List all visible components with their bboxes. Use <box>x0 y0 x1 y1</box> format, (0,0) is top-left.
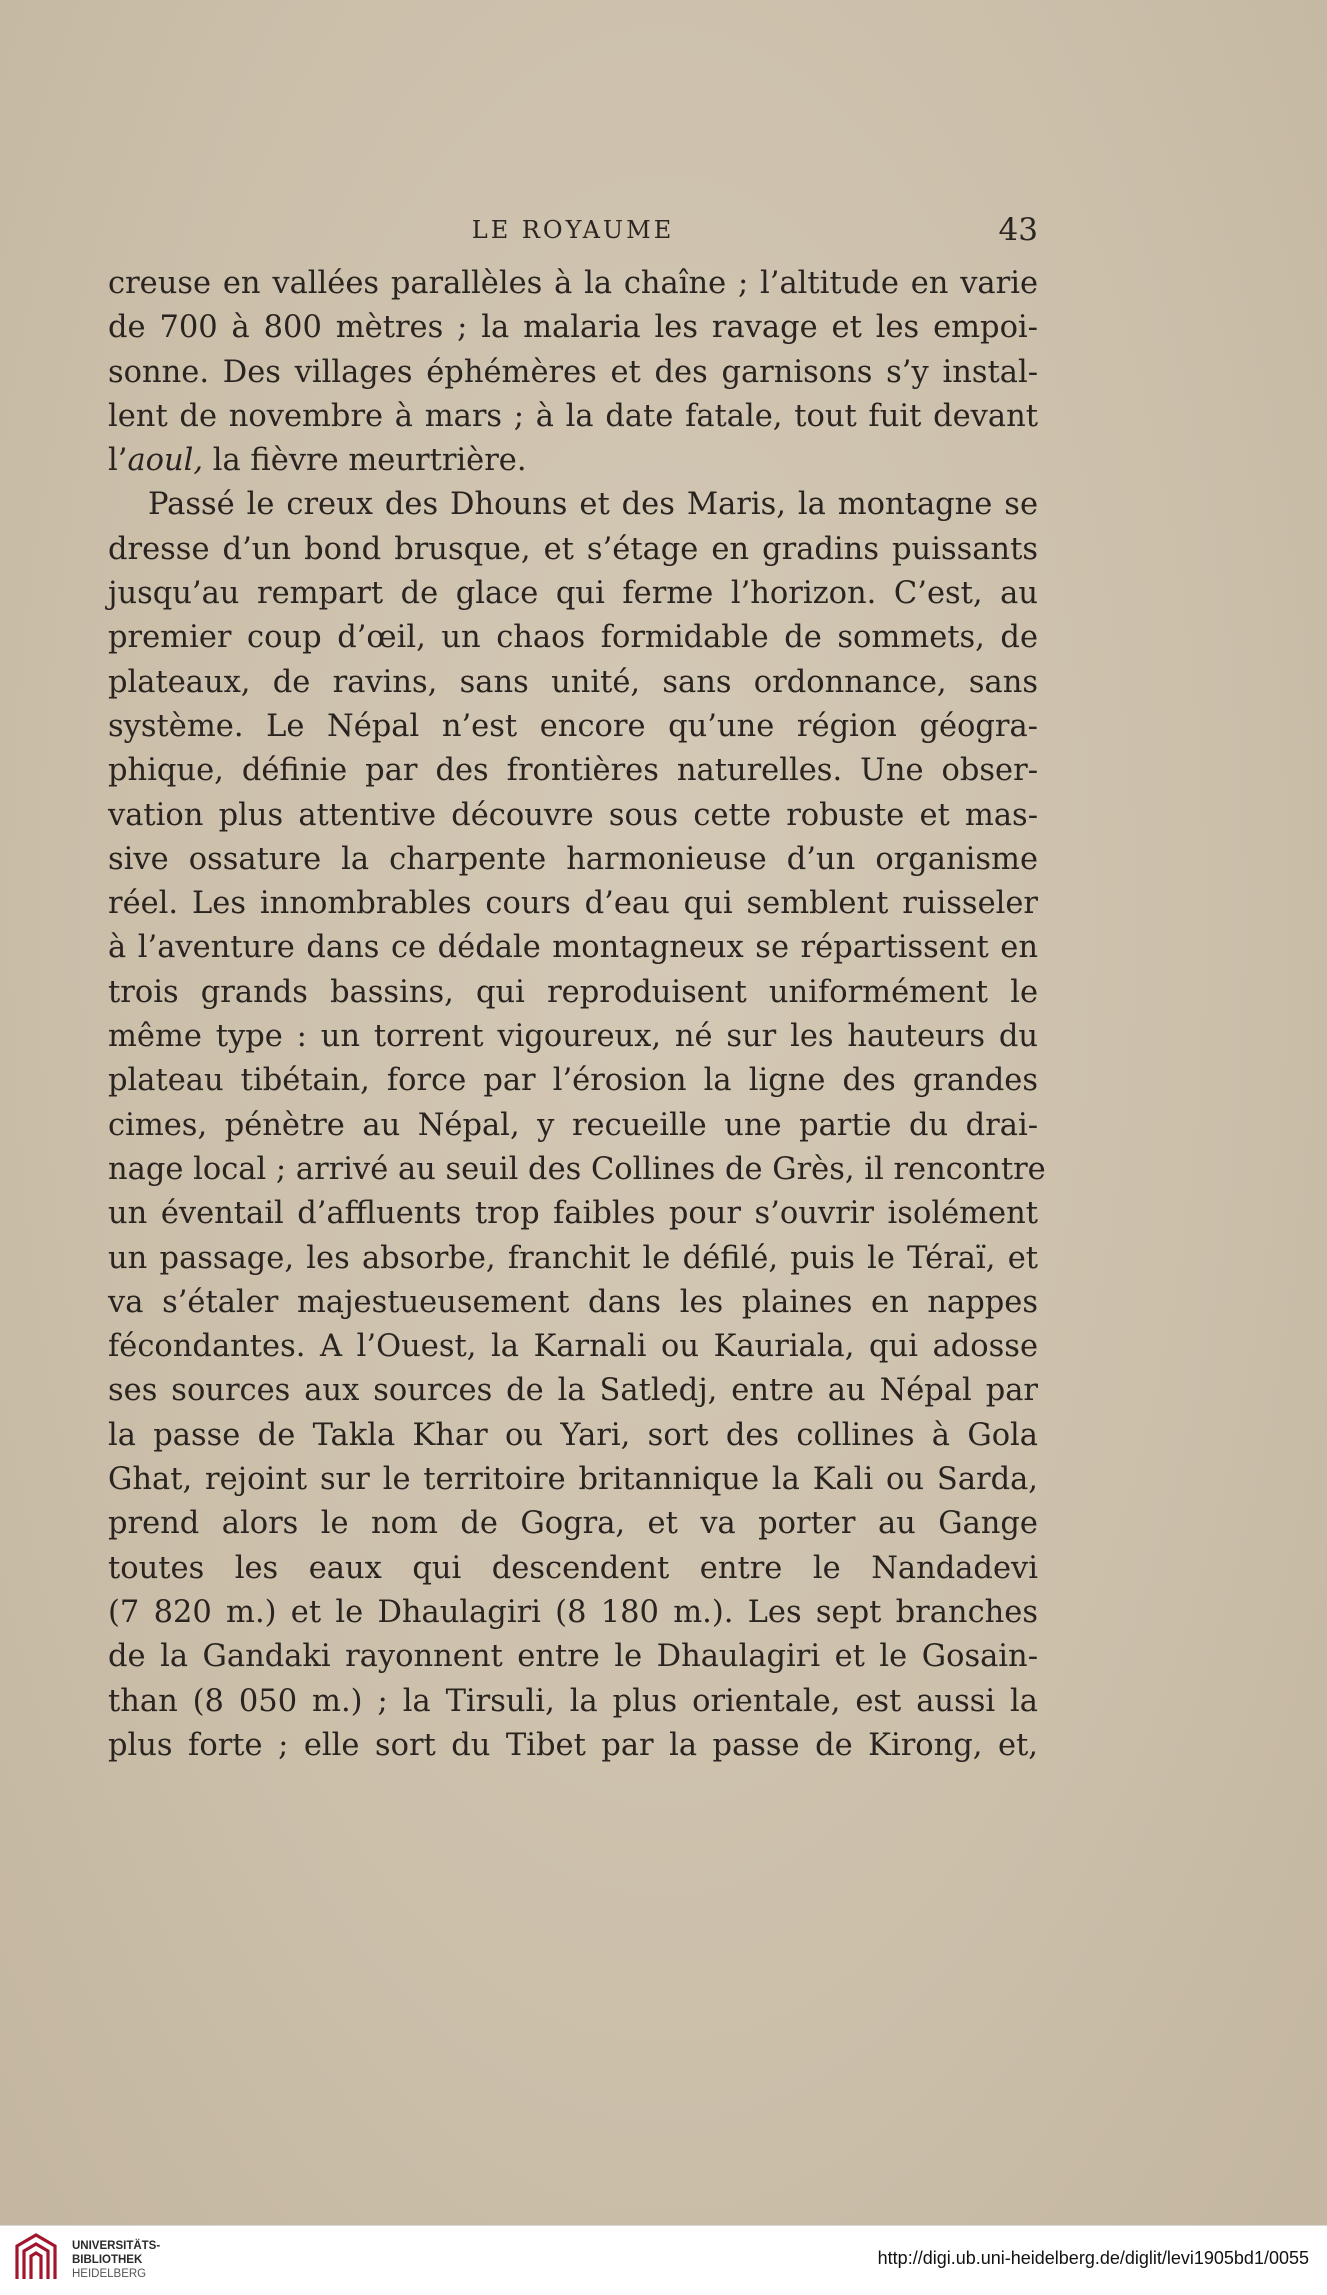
text-line: de 700 à 800 mètres ; la malaria les ravage et les empoi- <box>108 310 1038 346</box>
text-line: va s’étaler majestueusement dans les plaines en nappes <box>108 1284 1038 1320</box>
running-head: LE ROYAUME <box>471 216 675 244</box>
library-name-line: HEIDELBERG <box>72 2268 147 2280</box>
text-line: dresse d’un bond brusque, et s’étage en gradins puissants <box>108 531 1038 567</box>
text-line: trois grands bassins, qui reproduisent uniformément le <box>108 974 1038 1010</box>
text-line: phique, définie par des frontières naturelles. Une obser- <box>108 753 1038 789</box>
university-library-logo-icon[interactable] <box>14 2232 58 2282</box>
library-name-line: BIBLIOTHEK <box>72 2254 143 2266</box>
body-text <box>108 262 1046 1768</box>
library-name <box>72 2239 160 2281</box>
viewer-footer <box>0 2225 1327 2295</box>
text-line: plateau tibétain, force par l’érosion la ligne des grandes <box>108 1063 1038 1099</box>
text-line: réel. Les innombrables cours d’eau qui semblent ruisseler <box>108 886 1038 922</box>
text-line: la passe de Takla Khar ou Yari, sort des collines à Gola <box>108 1417 1038 1453</box>
text-line: vation plus attentive découvre sous cette robuste et mas- <box>108 797 1038 833</box>
page-number: 43 <box>998 212 1038 248</box>
text-line: (7 820 m.) et le Dhaulagiri (8 180 m.). Les sept branches <box>108 1594 1038 1630</box>
text-line: un passage, les absorbe, franchit le défilé, puis le Téraï, et <box>108 1240 1038 1276</box>
text-line: sonne. Des villages éphémères et des garnisons s’y instal- <box>108 354 1038 390</box>
text-line: même type : un torrent vigoureux, né sur les hauteurs du <box>108 1019 1038 1055</box>
text-line: plateaux, de ravins, sans unité, sans ordonnance, sans <box>108 664 1038 700</box>
text-line: nage local ; arrivé au seuil des Collines de Grès, il rencontre <box>108 1151 1046 1187</box>
text-line: cimes, pénètre au Népal, y recueille une partie du drai- <box>108 1107 1038 1143</box>
text-line: fécondantes. A l’Ouest, la Karnali ou Kauriala, qui adosse <box>108 1329 1038 1365</box>
text-line: sive ossature la charpente harmonieuse d’un organisme <box>108 841 1038 877</box>
permalink-url[interactable]: http://digi.ub.uni-heidelberg.de/diglit/levi1905bd1/0055 <box>877 2248 1309 2268</box>
text-line: jusqu’au rempart de glace qui ferme l’horizon. C’est, au <box>108 576 1038 612</box>
text-line: than (8 050 m.) ; la Tirsuli, la plus orientale, est aussi la <box>108 1683 1038 1719</box>
page-header <box>108 212 1038 252</box>
text-line: toutes les eaux qui descendent entre le Nandadevi <box>108 1550 1038 1586</box>
text-line: l’aoul, la fièvre meurtrière. <box>108 443 527 479</box>
text-line: un éventail d’affluents trop faibles pour s’ouvrir isolément <box>108 1196 1038 1232</box>
text-line: creuse en vallées parallèles à la chaîne ; l’altitude en varie <box>108 266 1038 301</box>
text-line: ses sources aux sources de la Satledj, entre au Népal par <box>108 1373 1038 1409</box>
text-line: à l’aventure dans ce dédale montagneux se répartissent en <box>108 930 1038 966</box>
text-line: lent de novembre à mars ; à la date fatale, tout fuit devant <box>108 398 1038 434</box>
text-line: Passé le creux des Dhouns et des Maris, la montagne se <box>148 487 1038 523</box>
library-name-line: UNIVERSITÄTS- <box>72 2240 161 2252</box>
text-line: premier coup d’œil, un chaos formidable de sommets, de <box>108 620 1038 656</box>
text-line: prend alors le nom de Gogra, et va porter au Gange <box>108 1506 1038 1542</box>
text-line: Ghat, rejoint sur le territoire britannique la Kali ou Sarda, <box>108 1462 1038 1498</box>
text-line: système. Le Népal n’est encore qu’une région géogra- <box>108 708 1038 744</box>
text-line: de la Gandaki rayonnent entre le Dhaulagiri et le Gosain- <box>108 1639 1038 1675</box>
text-line: plus forte ; elle sort du Tibet par la passe de Kirong, et, <box>108 1727 1038 1763</box>
